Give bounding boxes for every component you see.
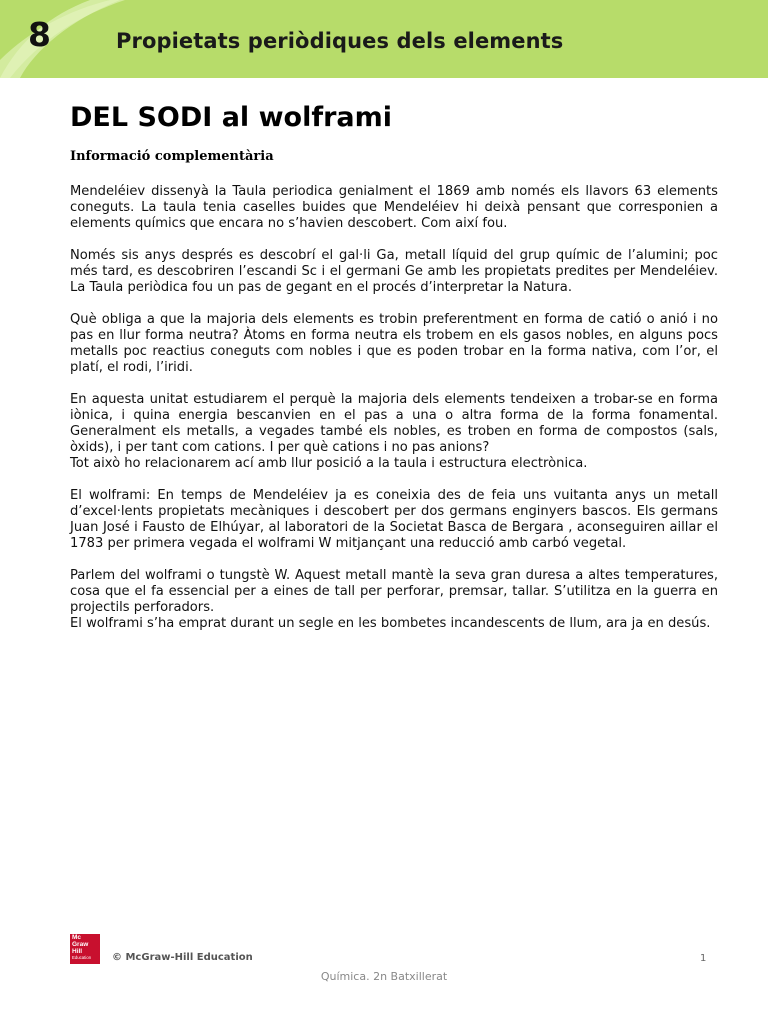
paragraph-line: Només sis anys després es descobrí el gal·li Ga, metall líquid del grup químic de l’alumini; poc més tard, es descobriren l’escandi Sc i el germani Ge amb les propietats predites per Mendeléiev. La Taula periòdica fou un pas de gegant en el procés d’interpretar la Natura. [70, 248, 718, 295]
logo-text: Education [72, 955, 92, 960]
paragraph-line: Mendeléiev dissenyà la Taula periodica genialment el 1869 amb només els llavors 63 elements coneguts. La taula tenia caselles buides que Mendeléiev hi deixà pensant que corresponien a elements químics que encara no s’havien descobert. Com així fou. [70, 184, 718, 231]
copyright-notice: © McGraw-Hill Education [112, 952, 253, 963]
paragraph [70, 184, 718, 232]
page-title: DEL SODI al wolframi [70, 102, 393, 133]
paragraph [70, 248, 718, 296]
paragraph-line: Parlem del wolframi o tungstè W. Aquest metall mantè la seva gran duresa a altes temperatures, cosa que el fa essencial per a eines de tall per perforar, premsar, tallar. S’utilitza en la guerra en projectils perforadors. [70, 568, 718, 615]
paragraph-line: En aquesta unitat estudiarem el perquè la majoria dels elements tendeixen a trobar-se en forma iònica, i quina energia bescanvien en el pas a una o altra forma de la forma fonamental. Generalment els metalls, a vegades també els nobles, es troben en forma de compostos (sals, òxids), i per tant com cations. I per què cations i no pas anions? [70, 392, 718, 455]
logo-text: Graw [72, 941, 89, 948]
paragraph [70, 488, 718, 552]
mcgraw-hill-logo [70, 934, 100, 964]
logo-text: Mc [72, 934, 82, 941]
section-subtitle: Informació complementària [70, 149, 274, 164]
chapter-title: Propietats periòdiques dels elements [116, 29, 564, 53]
chapter-number: 8 [28, 15, 51, 54]
paragraph [70, 392, 718, 472]
paragraph [70, 568, 718, 632]
paragraph-line: Què obliga a que la majoria dels elements es trobin preferentment en forma de catió o anió i no pas en llur forma neutra? Àtoms en forma neutra els trobem en els gasos nobles, en alguns pocs metalls poc reactius coneguts com nobles i que es poden trobar en la forma nativa, com l’or, el platí, el rodi, l’iridi. [70, 312, 718, 375]
paragraph [70, 312, 718, 376]
paragraph-line: El wolframi: En temps de Mendeléiev ja es coneixia des de feia uns vuitanta anys un metall d’excel·lents propietats mecàniques i descobert per dos germans enginyers bascos. Els germans Juan José i Fausto de Elhúyar, al laboratori de la Societat Basca de Bergara , aconseguiren aillar el 1783 per primera vegada el wolframi W mitjançant una reducció amb carbó vegetal. [70, 488, 718, 551]
paragraph-line: El wolframi s’ha emprat durant un segle en les bombetes incandescents de llum, ara ja en desús. [70, 616, 711, 631]
logo-text: Hill [72, 948, 83, 955]
page-number: 1 [700, 953, 707, 964]
body-text [70, 184, 718, 648]
chapter-header [0, 0, 768, 78]
course-label: Química. 2n Batxillerat [320, 970, 448, 983]
paragraph-line: Tot això ho relacionarem ací amb llur posició a la taula i estructura electrònica. [70, 456, 588, 471]
